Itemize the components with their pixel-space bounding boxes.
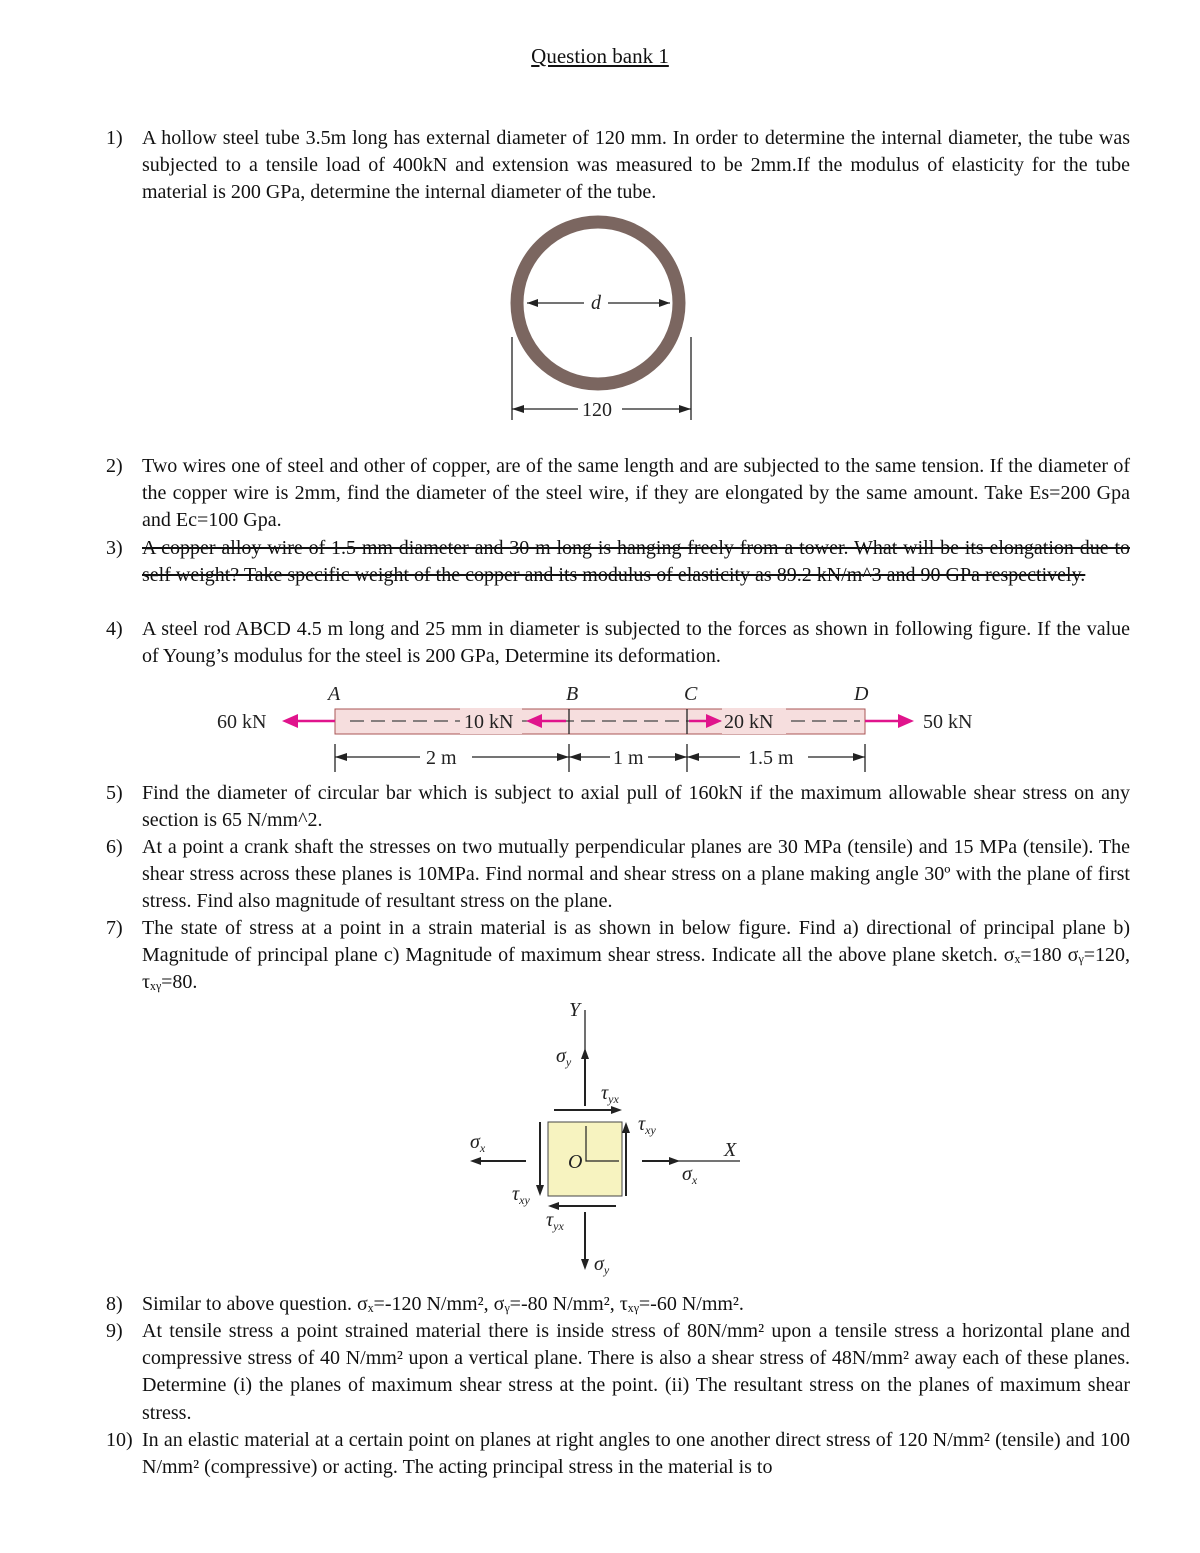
arrowhead [659, 299, 670, 307]
sigma-y-top-label: $\sigma_y$ [556, 1045, 572, 1069]
sigma-x-right-label: $\sigma_x$ [682, 1163, 698, 1187]
question-number: 3) [106, 537, 123, 559]
arrowhead [669, 1157, 680, 1165]
tau-xy-left-label: $\tau_{xy}$ [512, 1183, 530, 1207]
arrowhead [470, 1157, 481, 1165]
point-label-d: D [854, 683, 869, 705]
tau-yx-top-label: $\tau_{yx}$ [601, 1082, 619, 1106]
arrowhead [581, 1259, 589, 1270]
question-number: 6) [106, 836, 123, 858]
arrowhead [622, 1122, 630, 1133]
load-label-60kn: 60 kN [217, 711, 267, 733]
arrowhead [335, 753, 347, 761]
question-text: Find the diameter of circular bar which is subject to axial pull of 160kN if the maximum allowable shear stress on any section is 65 N/mm^2. [142, 782, 1130, 832]
tube-cross-section-figure [500, 212, 700, 424]
arrowhead [679, 405, 691, 413]
question-4 [106, 616, 1130, 670]
question-6 [106, 834, 1130, 916]
load-label-20kn: 20 kN [724, 711, 774, 733]
stress-element-figure [460, 998, 750, 1288]
load-label-10kn: 10 kN [464, 711, 514, 733]
arrowhead [898, 714, 914, 728]
question-number: 4) [106, 618, 123, 640]
question-text: Two wires one of steel and other of copper, are of the same length and are subjected to the same tension. If the diameter of the copper wire is 2mm, find the diameter of the steel wire, if they are elongated by the same amount. Take Es=200 Gpa and Ec=100 Gpa. [142, 455, 1130, 532]
question-text: The state of stress at a point in a strain material is as shown in below figure. Find a) directional of principal plane b) Magnitude of principal plane c) Magnitude of maximum shear stress. Indicate all the above plane sketch. σₓ=180 σᵧ=120, τₓᵧ=80. [142, 917, 1130, 994]
question-number: 8) [106, 1293, 123, 1315]
question-text: A hollow steel tube 3.5m long has external diameter of 120 mm. In order to determine the internal diameter, the tube was subjected to a tensile load of 400kN and extension was measured to be 2mm.If the modulus of elasticity for the tube material is 200 GPa, determine the internal diameter of the tube. [142, 127, 1130, 204]
question-text: At a point a crank shaft the stresses on two mutually perpendicular planes are 30 MPa (tensile) and 15 MPa (tensile). The shear stress across these planes is 10MPa. Find normal and shear stress on a plane making angle 30º with the plane of first stress. Find also magnitude of resultant stress on the plane. [142, 836, 1130, 913]
question-2 [106, 453, 1130, 535]
point-label-b: B [566, 683, 579, 705]
question-7 [106, 915, 1130, 997]
arrowhead [512, 405, 524, 413]
sigma-y-bottom-label: $\sigma_y$ [594, 1253, 610, 1277]
question-number: 5) [106, 782, 123, 804]
stress-element [548, 1122, 622, 1196]
point-label-c: C [684, 683, 698, 705]
question-9 [106, 1318, 1130, 1427]
page-title: Question bank 1 [531, 44, 669, 68]
arrowhead [611, 1106, 622, 1114]
arrowhead [581, 1048, 589, 1059]
question-5 [106, 780, 1130, 834]
arrowhead [675, 753, 687, 761]
question-text: A steel rod ABCD 4.5 m long and 25 mm in diameter is subjected to the forces as shown in following figure. If the value of Young’s modulus for the steel is 200 GPa, Determine its deformation. [142, 618, 1130, 668]
y-axis-label: Y [569, 999, 581, 1021]
question-3 [106, 535, 1130, 589]
length-label-bc: 1 m [613, 747, 644, 769]
arrowhead [569, 753, 581, 761]
question-text: Similar to above question. σₓ=-120 N/mm², σᵧ=-80 N/mm², τₓᵧ=-60 N/mm². [142, 1293, 744, 1315]
load-label-50kn: 50 kN [923, 711, 973, 733]
length-label-cd: 1.5 m [748, 747, 794, 769]
arrowhead [282, 714, 298, 728]
question-text: At tensile stress a point strained material there is inside stress of 80N/mm² upon a tensile stress a horizontal plane and compressive stress of 40 N/mm² upon a vertical plane. There is also a shear stress of 48N/mm² away each of these planes. Determine (i) the planes of maximum shear stress at the point. (ii) The resultant stress on the planes of maximum shear stress. [142, 1320, 1130, 1424]
tau-yx-bottom-label: $\tau_{yx}$ [546, 1209, 564, 1233]
arrowhead [536, 1185, 544, 1196]
question-number: 1) [106, 127, 123, 149]
question-10 [106, 1427, 1130, 1481]
question-number: 9) [106, 1320, 123, 1342]
rod-abcd-figure [210, 680, 990, 776]
question-number: 7) [106, 917, 123, 939]
sigma-x-left-label: $\sigma_x$ [470, 1131, 486, 1155]
question-number: 10) [106, 1429, 133, 1451]
inner-diameter-label: d [591, 292, 601, 314]
outer-diameter-label: 120 [582, 399, 612, 421]
arrowhead [557, 753, 569, 761]
arrowhead [853, 753, 865, 761]
length-label-ab: 2 m [426, 747, 457, 769]
arrowhead [687, 753, 699, 761]
question-text: In an elastic material at a certain point on planes at right angles to one another direct stress of 120 N/mm² (tensile) and 100 N/mm² (compressive) or acting. The acting principal stress in the material is to [142, 1429, 1130, 1479]
x-axis-label: X [724, 1139, 737, 1161]
question-number: 2) [106, 455, 123, 477]
tau-xy-right-label: $\tau_{xy}$ [638, 1113, 656, 1137]
origin-label: O [568, 1151, 583, 1173]
question-text-struck-through: A copper alloy wire of 1.5 mm diameter and 30 m long is hanging freely from a tower. What will be its elongation due to self weight? Take specific weight of the copper and its modulus of elasticity as 89.2 kN/m^3 and 90 GPa respectively. [142, 537, 1130, 587]
question-1 [106, 125, 1130, 207]
arrowhead [527, 299, 538, 307]
question-8 [106, 1291, 1130, 1318]
point-label-a: A [328, 683, 341, 705]
